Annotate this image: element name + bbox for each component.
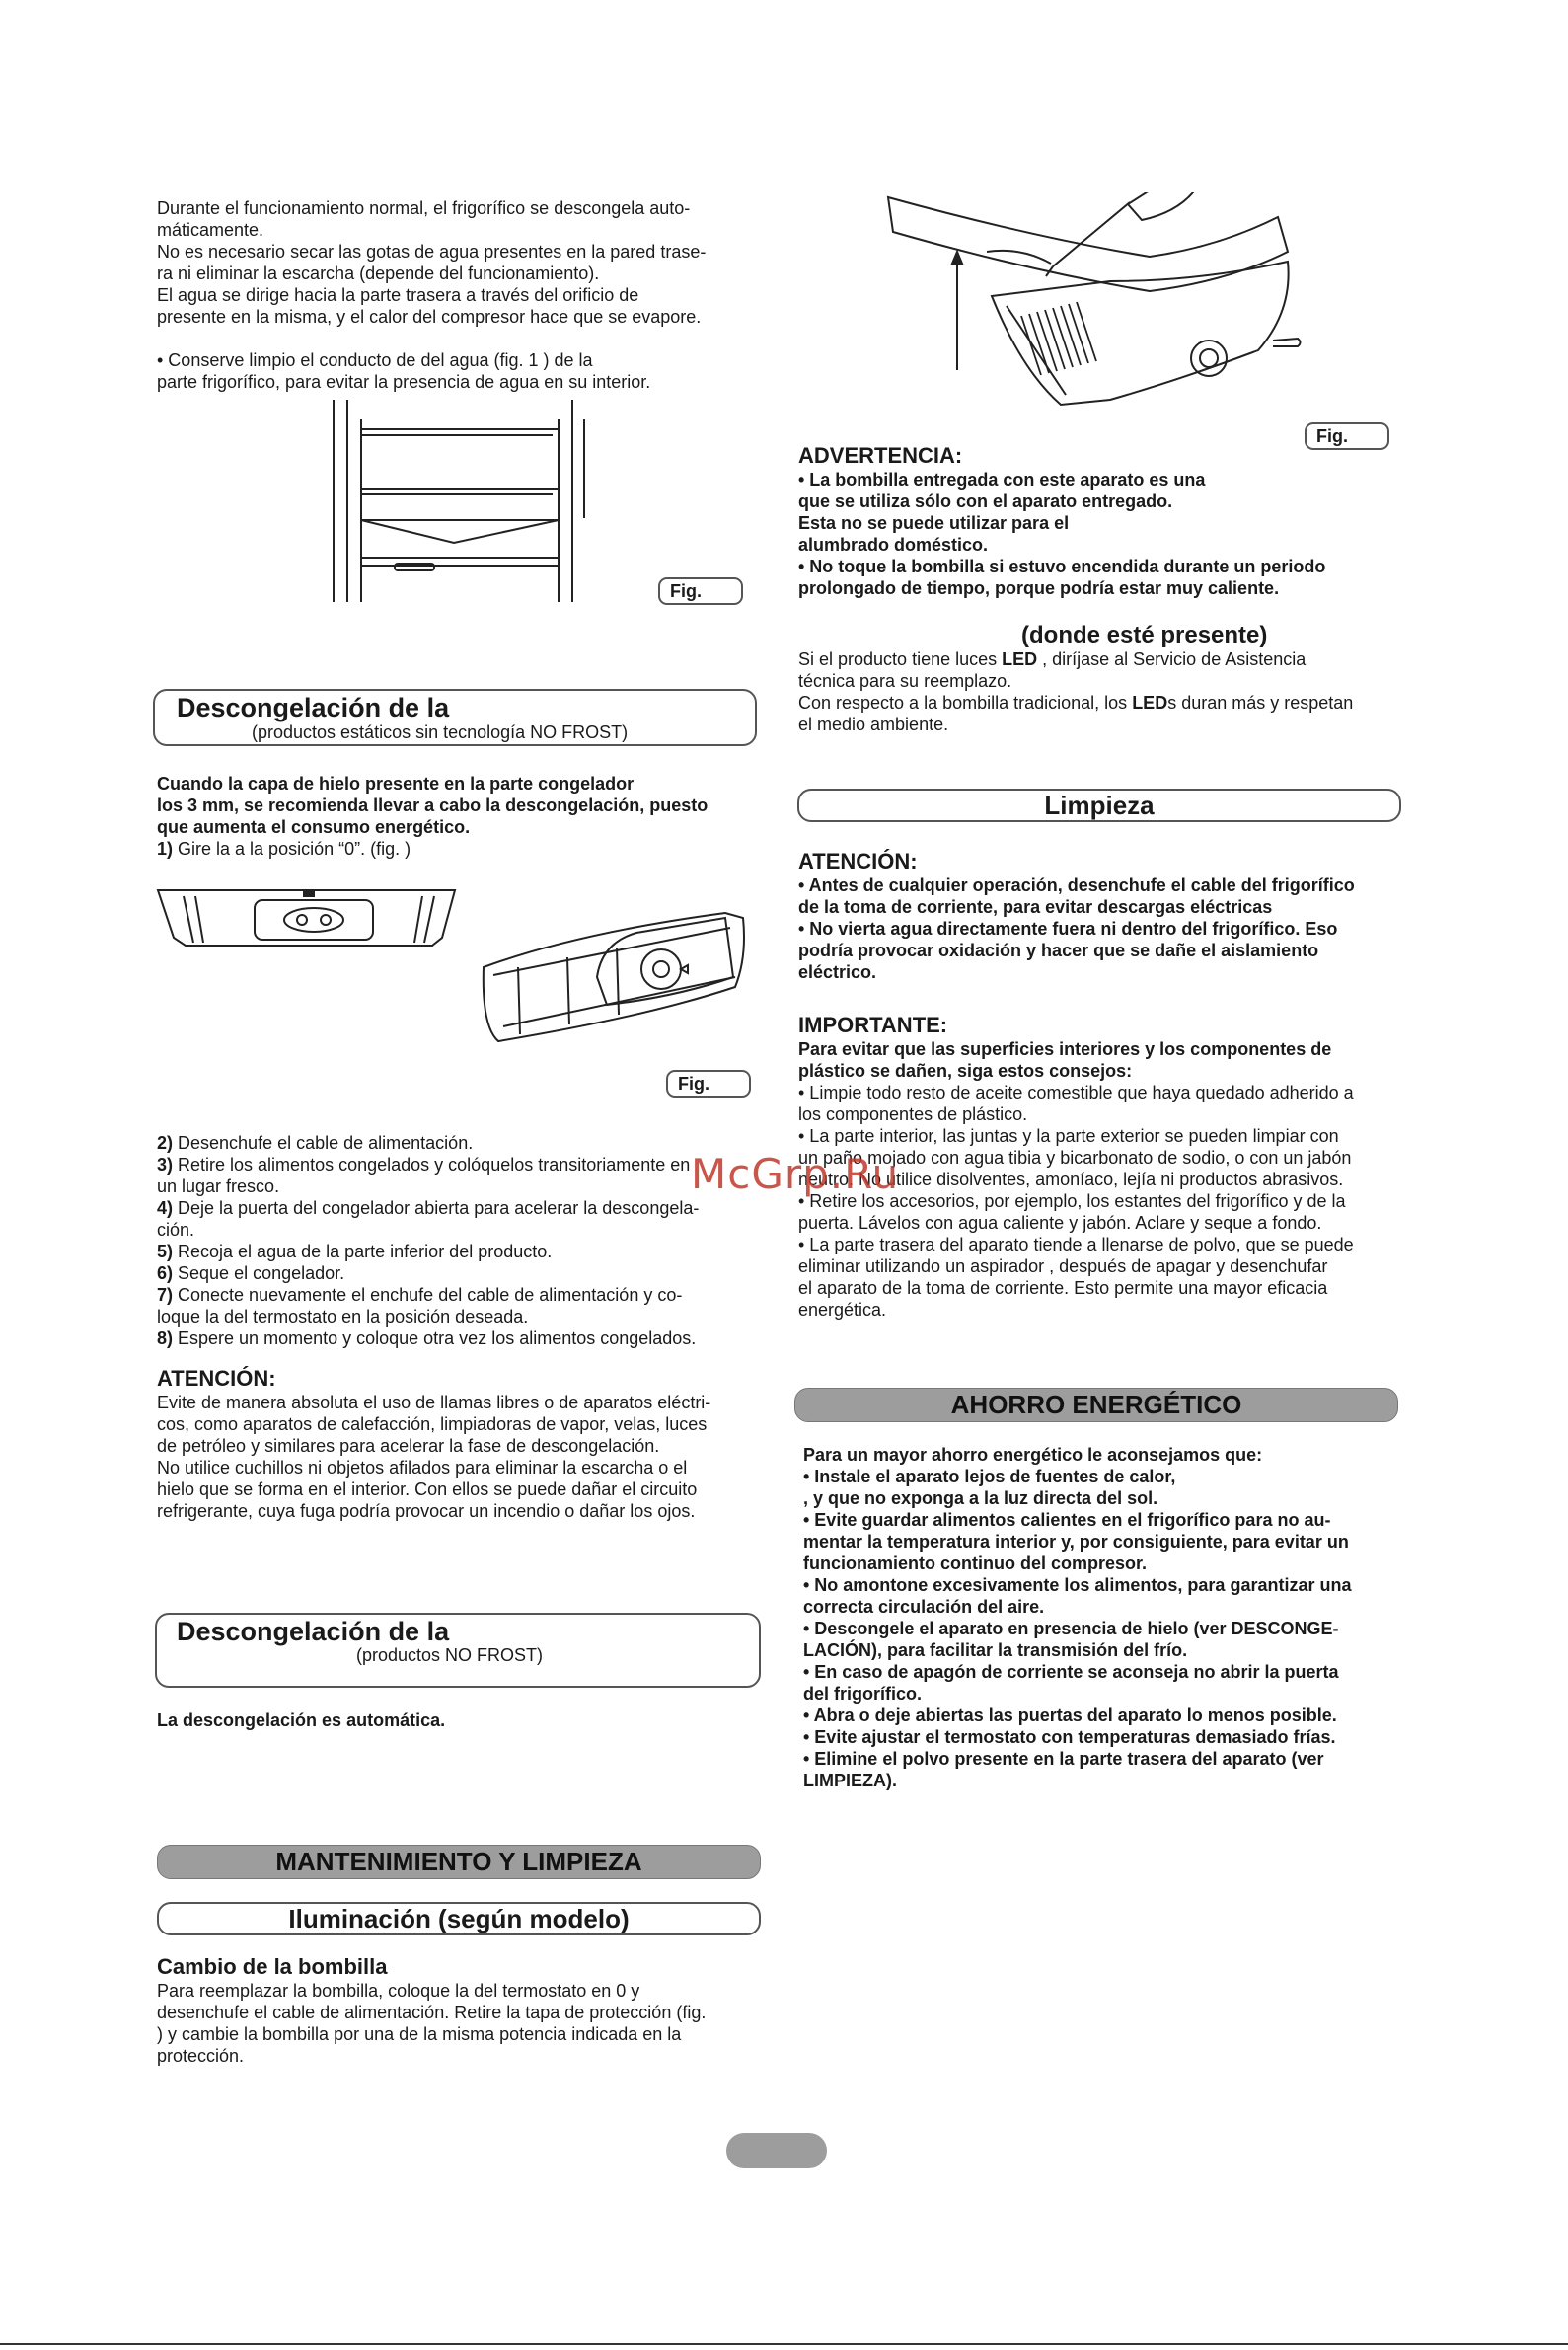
importante-bold: Para evitar que las superficies interiores y los componentes de plástico se dañen, siga estos consejos: xyxy=(798,1039,1332,1081)
atencion-text-left: Evite de manera absoluta el uso de llamas libres o de aparatos eléctri- cos, como aparatos de calefacción, limpiadoras de vapor, velas, luces de petróleo y similares para acelerar la fase de descongelación. No utilice cuchillos ni objetos afilados para eliminar la escarcha o el hielo que se forma en el interior. Con ellos se puede dañar el circuito refrigerante, cuya fuga podría provocar un incendio o dañar los ojos. xyxy=(157,1393,711,1521)
step-2-text: Desenchufe el cable de alimentación. xyxy=(173,1133,474,1153)
drain-bullet: • Conserve limpio el conducto de del agua (fig. 1 ) de la parte frigorífico, para evitar la presencia de agua en su interior. xyxy=(157,350,651,392)
fig2-label: Fig. xyxy=(666,1070,751,1098)
step-8-number: 8) xyxy=(157,1328,174,1348)
energy-saving-bar: AHORRO ENERGÉTICO xyxy=(794,1388,1398,1422)
step-3 xyxy=(157,1154,769,1197)
defrost-steps xyxy=(157,1132,769,1522)
lamp-cover-figure xyxy=(883,192,1327,415)
aten-heading-right: ATENCIÓN: xyxy=(798,849,918,873)
led-text-d: LED xyxy=(1132,693,1168,713)
lighting-bar: Iluminación (según modelo) xyxy=(157,1902,761,1935)
bulb-change-text: Para reemplazar la bombilla, coloque la del termostato en 0 y desenchufe el cable de alimentación. Retire la tapa de protección (fig. ) y cambie la bombilla por una de la misma potencia indicada en la protección. xyxy=(157,1981,707,2066)
fig1-label: Fig. xyxy=(658,577,743,605)
left-column xyxy=(157,197,769,393)
defrost-nofrost-box xyxy=(155,1613,761,1688)
step-7-text: Conecte nuevamente el enchufe del cable de alimentación y co- loque la del termostato en la posición deseada. xyxy=(157,1285,683,1327)
maintenance-bar: MANTENIMIENTO Y LIMPIEZA xyxy=(157,1845,761,1879)
ice-section xyxy=(157,773,769,860)
step-1 xyxy=(157,838,769,860)
step-8-text: Espere un momento y coloque otra vez los alimentos congelados. xyxy=(173,1328,697,1348)
watermark: McGrp.Ru xyxy=(691,1150,900,1198)
atencion-heading-left: ATENCIÓN: xyxy=(157,1366,276,1391)
step-7-number: 7) xyxy=(157,1285,174,1305)
step-6-text: Seque el congelador. xyxy=(173,1263,345,1283)
step-3-number: 3) xyxy=(157,1155,174,1175)
bottom-rule xyxy=(0,2343,1568,2345)
step-7 xyxy=(157,1284,769,1327)
step-1-number: 1) xyxy=(157,839,174,859)
page-number-pill xyxy=(726,2133,827,2168)
ice-warning: Cuando la capa de hielo presente en la parte congelador los 3 mm, se recomienda llevar a cabo la descongelación, puesto que aumenta el consumo energético. xyxy=(157,774,709,837)
defrost-static-subtitle: (productos estáticos sin tecnología NO FROST) xyxy=(252,722,629,742)
cleaning-bar: Limpieza xyxy=(797,789,1401,822)
intro-paragraph: Durante el funcionamiento normal, el frigorífico se descongela auto- máticamente. No es necesario secar las gotas de agua presentes en la pared trase- ra ni eliminar la escarcha (depende del funcionamiento). El agua se dirige hacia la parte trasera a través del orificio de presente en la misma, y el calor del compresor hace que se evapore. xyxy=(157,198,707,327)
led-text-a: Si el producto tiene luces xyxy=(798,649,1003,669)
energy-saving-text: Para un mayor ahorro energético le aconsejamos que: • Instale el aparato lejos de fuentes de calor, , y que no exponga a la luz directa del sol. • Evite guardar alimentos calientes en el frigorífico para no au- mentar la temperatura interior y, por consiguiente, para evitar un funcionamiento continuo del compresor. • No amontone excesivamente los alimentos, para garantizar una correcta circulación del aire. • Descongele el aparato en presencia de hielo (ver DESCONGE- LACIÓN), para facilitar la transmisión del frío. • En caso de apagón de corriente se aconseja no abrir la puerta del frigorífico. • Abra o deje abiertas las puertas del aparato lo menos posible. • Evite ajustar el termostato con temperaturas demasiado frías. • Elimine el polvo presente en la parte trasera del aparato (ver LIMPIEZA). xyxy=(803,1445,1352,1790)
step-6 xyxy=(157,1262,769,1284)
step-5 xyxy=(157,1241,769,1262)
step-4-text: Deje la puerta del congelador abierta para acelerar la descongela- ción. xyxy=(157,1198,700,1240)
led-text-c: , diríjase al Servicio de Asistencia técnica para su reemplazo. Con respecto a la bombilla tradicional, los xyxy=(798,649,1307,713)
step-3-text: Retire los alimentos congelados y colóquelos transitoriamente en un lugar fresco. xyxy=(157,1155,691,1196)
aten-text-right: • Antes de cualquier operación, desenchufe el cable del frigorífico de la toma de corriente, para evitar descargas eléctricas • No vierta agua directamente fuera ni dentro del frigorífico. Eso podría provocar oxidación y hacer que se dañe el aislamiento eléctrico. xyxy=(798,875,1355,982)
step-8 xyxy=(157,1327,769,1349)
led-text-b: LED xyxy=(1002,649,1038,669)
step-1-text: Gire la a la posición “0”. (fig. ) xyxy=(173,839,411,859)
step-4-number: 4) xyxy=(157,1198,174,1218)
step-5-number: 5) xyxy=(157,1242,174,1261)
fridge-shelves-figure xyxy=(326,400,592,602)
defrost-nofrost-subtitle: (productos NO FROST) xyxy=(356,1645,544,1665)
led-text-e: s duran más y respetan el medio ambiente. xyxy=(798,693,1354,734)
defrost-static-box xyxy=(153,689,757,746)
advertencia-text: • La bombilla entregada con este aparato es una que se utiliza sólo con el aparato entregado. Esta no se puede utilizar para el alumbrado doméstico. • No toque la bombilla si estuvo encendida durante un periodo prolongado de tiempo, porque podría estar muy caliente. xyxy=(798,470,1326,598)
advertencia-heading: ADVERTENCIA: xyxy=(798,443,963,468)
led-text xyxy=(798,648,1410,735)
importante-heading: IMPORTANTE: xyxy=(798,1013,948,1037)
step-6-number: 6) xyxy=(157,1263,174,1283)
defrost-static-title: Descongelación de la xyxy=(177,693,450,722)
importante-text: • Limpie todo resto de aceite comestible que haya quedado adherido a los componentes de plástico. • La parte interior, las juntas y la parte exterior se pueden limpiar con un paño mojado con agua tibia y bicarbonato de sodio, o con un jabón neutro. No utilice disolventes, amoníaco, lejía ni productos abrasivos. • Retire los accesorios, por ejemplo, los estantes del frigorífico y de la puerta. Lávelos con agua caliente y jabón. Aclare y seque a fondo. • La parte trasera del aparato tiende a llenarse de polvo, que se puede eliminar utilizando un aspirador , después de apagar y desenchufar el aparato de la toma de corriente. Esto permite una mayor eficacia energética. xyxy=(798,1083,1354,1320)
bulb-change-section xyxy=(157,1954,769,2067)
step-2 xyxy=(157,1132,769,1154)
step-5-text: Recoja el agua de la parte inferior del producto. xyxy=(173,1242,553,1261)
fig3-label: Fig. xyxy=(1305,422,1389,450)
led-heading: (donde esté presente) xyxy=(1021,622,1268,648)
cleaning-section xyxy=(798,849,1410,1321)
bulb-change-heading: Cambio de la bombilla xyxy=(157,1954,388,1979)
auto-defrost-note: La descongelación es automática. xyxy=(157,1710,446,1730)
thermostat-housing-figure xyxy=(479,898,750,1046)
warning-section xyxy=(798,443,1410,735)
step-4 xyxy=(157,1197,769,1241)
defrost-nofrost-title: Descongelación de la xyxy=(177,1617,450,1646)
thermostat-panel-figure xyxy=(156,888,457,949)
step-2-number: 2) xyxy=(157,1133,174,1153)
